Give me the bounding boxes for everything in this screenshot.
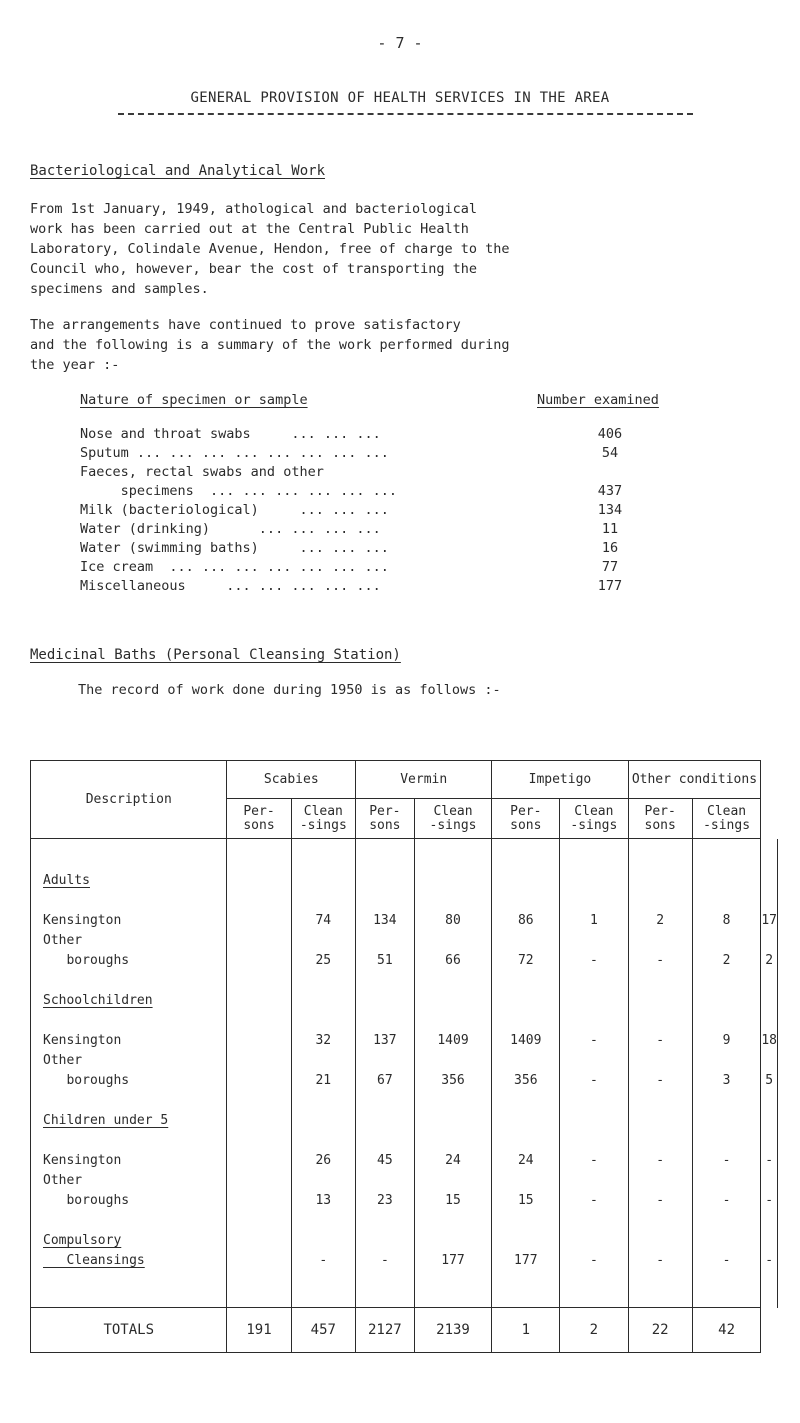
table-cell: 356 <box>514 1073 538 1088</box>
description-line <box>31 971 226 991</box>
table-cell <box>629 971 692 991</box>
value-column <box>414 839 492 1308</box>
table-cell <box>356 1271 414 1291</box>
table-cell <box>492 1231 559 1251</box>
table-cell <box>292 851 356 871</box>
table-cell: 72 <box>517 953 534 968</box>
specimen-label: Faeces, rectal swabs and other <box>80 464 324 480</box>
bacteriological-paragraph-1: From 1st January, 1949, athological and bacteriological work has been carried out at the Central Public Health Laboratory, Colindale Avenue, Hendon, free of charge to the Council who, however, bear the cost of transporting the specimens and samples. <box>30 201 510 297</box>
table-cell: 17 <box>761 912 777 928</box>
table-cell <box>356 851 414 871</box>
table-cell <box>629 931 692 951</box>
table-cell <box>492 1131 559 1151</box>
specimen-row <box>80 559 720 577</box>
table-cell <box>693 851 761 871</box>
table-cell <box>292 871 356 891</box>
description-line: boroughs <box>43 1193 130 1208</box>
table-cell <box>227 1231 290 1251</box>
table-cell <box>292 1051 356 1071</box>
table-cell: - <box>656 1073 665 1088</box>
specimen-label: Nose and throat swabs ... ... ... <box>80 426 381 442</box>
table-cell: - <box>722 1153 731 1168</box>
specimen-label: Sputum ... ... ... ... ... ... ... ... <box>80 445 389 461</box>
table-cell <box>560 991 627 1011</box>
specimen-row <box>80 464 720 482</box>
description-line: Children under 5 <box>43 1113 169 1128</box>
group-header-other-conditions: Other conditions <box>628 761 761 799</box>
table-cell <box>356 1091 414 1111</box>
specimen-label: specimens ... ... ... ... ... ... <box>80 483 397 499</box>
table-cell <box>356 1011 414 1031</box>
value-column <box>628 839 692 1308</box>
table-cell <box>227 851 290 871</box>
table-cell: 18 <box>761 1032 777 1048</box>
table-cell <box>356 891 414 911</box>
table-cell: - <box>656 1033 665 1048</box>
description-line <box>31 1091 226 1111</box>
table-cell <box>761 1211 777 1231</box>
specimen-count: 406 <box>597 426 623 442</box>
table-cell <box>693 1211 761 1231</box>
specimen-count: 177 <box>597 578 623 594</box>
table-cell <box>227 1031 290 1051</box>
table-cell: - <box>380 1253 389 1268</box>
value-column <box>227 839 291 1308</box>
bacteriological-heading: Bacteriological and Analytical Work <box>30 163 326 179</box>
table-cell: 32 <box>315 1033 332 1048</box>
table-cell: - <box>589 953 598 968</box>
subheader-cleansings: Clean -sings <box>291 799 356 839</box>
value-column <box>692 839 761 1308</box>
subheader-persons: Per- sons <box>492 799 560 839</box>
number-column-header: Number examined <box>537 392 659 408</box>
specimen-row <box>80 578 720 596</box>
description-line: boroughs <box>43 1073 130 1088</box>
table-cell <box>415 1051 492 1071</box>
table-cell: - <box>589 1193 598 1208</box>
table-cell: 2 <box>722 953 731 968</box>
table-cell: 1409 <box>437 1033 469 1048</box>
table-cell <box>629 1051 692 1071</box>
table-cell: 24 <box>517 1153 534 1168</box>
value-column <box>291 839 356 1308</box>
table-cell <box>227 1151 290 1171</box>
table-cell <box>761 851 777 871</box>
table-cell <box>292 1171 356 1191</box>
table-cell <box>629 1011 692 1031</box>
table-cell: - <box>656 1193 665 1208</box>
subheader-persons: Per- sons <box>356 799 415 839</box>
table-cell <box>693 871 761 891</box>
totals-cell: 1 <box>492 1308 560 1353</box>
table-cell <box>415 871 492 891</box>
value-column <box>761 839 778 1308</box>
table-cell <box>629 1171 692 1191</box>
value-column <box>560 839 628 1308</box>
description-line: Kensington <box>43 1153 122 1168</box>
table-cell <box>629 1231 692 1251</box>
totals-label: TOTALS <box>31 1308 227 1353</box>
table-cell <box>693 1111 761 1131</box>
table-cell <box>415 931 492 951</box>
table-cell: 21 <box>315 1073 332 1088</box>
table-cell <box>560 1271 627 1291</box>
specimen-row <box>80 521 720 539</box>
table-cell <box>693 971 761 991</box>
table-cell <box>761 871 777 891</box>
description-line <box>31 1011 226 1031</box>
table-cell <box>227 1251 290 1271</box>
table-cell <box>492 1051 559 1071</box>
table-cell <box>227 911 290 931</box>
specimen-row <box>80 445 720 463</box>
specimen-label: Ice cream ... ... ... ... ... ... ... <box>80 559 389 575</box>
table-cell <box>629 1211 692 1231</box>
table-cell <box>560 1051 627 1071</box>
description-line: Cleansings <box>43 1253 145 1268</box>
specimen-row <box>80 540 720 558</box>
table-cell <box>560 1171 627 1191</box>
table-cell: 137 <box>373 1033 397 1048</box>
medicinal-baths-intro: The record of work done during 1950 is as follows :- <box>78 682 501 698</box>
table-cell: 3 <box>722 1073 731 1088</box>
group-header-impetigo: Impetigo <box>492 761 628 799</box>
table-cell: 24 <box>445 1153 461 1168</box>
table-cell <box>492 1111 559 1131</box>
table-cell <box>761 1171 777 1191</box>
description-line: Schoolchildren <box>43 993 153 1008</box>
table-cell <box>227 1211 290 1231</box>
table-cell <box>629 1111 692 1131</box>
table-cell <box>560 1111 627 1131</box>
table-cell <box>629 1131 692 1151</box>
table-cell: - <box>722 1253 731 1268</box>
table-cell: 13 <box>315 1193 332 1208</box>
table-cell <box>761 931 777 951</box>
table-cell <box>492 851 559 871</box>
table-cell <box>227 1091 290 1111</box>
table-cell <box>492 1211 559 1231</box>
table-cell: 45 <box>377 1153 393 1168</box>
table-cell <box>227 1071 290 1091</box>
table-cell <box>227 871 290 891</box>
table-cell: 67 <box>377 1073 393 1088</box>
table-cell: 9 <box>722 1033 731 1048</box>
table-cell: 8 <box>722 913 731 928</box>
table-cell: - <box>589 1253 598 1268</box>
table-cell <box>560 931 627 951</box>
table-cell <box>415 1011 492 1031</box>
table-cell <box>292 1111 356 1131</box>
specimen-count: 134 <box>597 502 623 518</box>
table-cell: 1409 <box>510 1033 542 1048</box>
table-cell: - <box>765 1192 774 1208</box>
table-cell <box>560 1011 627 1031</box>
title-dashed-rule <box>118 113 693 115</box>
totals-cell: 42 <box>692 1308 761 1353</box>
table-cell <box>415 891 492 911</box>
table-cell <box>492 891 559 911</box>
description-line <box>31 1131 226 1151</box>
specimen-label: Milk (bacteriological) ... ... ... <box>80 502 389 518</box>
table-cell <box>693 1051 761 1071</box>
totals-cell: 457 <box>291 1308 356 1353</box>
table-cell: 15 <box>445 1193 461 1208</box>
table-cell <box>761 891 777 911</box>
description-line: Other <box>43 933 83 948</box>
table-cell <box>415 1131 492 1151</box>
table-cell <box>560 891 627 911</box>
table-cell <box>693 991 761 1011</box>
table-cell: 356 <box>441 1073 465 1088</box>
table-cell <box>761 1231 777 1251</box>
table-cell <box>227 1171 290 1191</box>
table-cell: 74 <box>315 913 332 928</box>
table-cell <box>761 991 777 1011</box>
description-line: Adults <box>43 873 90 888</box>
table-cell: 23 <box>377 1193 393 1208</box>
description-line: Kensington <box>43 1033 122 1048</box>
table-cell <box>356 991 414 1011</box>
table-cell <box>227 1111 290 1131</box>
table-cell <box>415 1171 492 1191</box>
table-cell <box>693 1011 761 1031</box>
group-header-scabies: Scabies <box>227 761 356 799</box>
table-cell <box>292 1091 356 1111</box>
table-cell <box>492 1011 559 1031</box>
table-cell <box>629 1091 692 1111</box>
description-column <box>31 839 227 1308</box>
table-cell <box>761 1271 777 1291</box>
table-cell <box>761 1091 777 1111</box>
table-cell: - <box>319 1253 328 1268</box>
specimen-count: 54 <box>601 445 619 461</box>
table-cell <box>560 1211 627 1231</box>
table-cell <box>761 1051 777 1071</box>
description-line: Kensington <box>43 913 122 928</box>
value-column <box>492 839 560 1308</box>
table-cell <box>227 971 290 991</box>
table-cell <box>629 891 692 911</box>
table-cell <box>693 1091 761 1111</box>
table-cell <box>227 991 290 1011</box>
description-line: Other <box>43 1173 83 1188</box>
specimen-row <box>80 483 720 501</box>
table-cell <box>492 931 559 951</box>
table-cell <box>292 991 356 1011</box>
table-cell: 5 <box>765 1072 774 1088</box>
table-cell: 177 <box>441 1253 465 1268</box>
table-cell <box>629 871 692 891</box>
table-cell <box>492 871 559 891</box>
table-cell: 1 <box>589 913 598 928</box>
table-cell <box>292 1231 356 1251</box>
table-cell: 15 <box>517 1193 534 1208</box>
table-cell: - <box>589 1073 598 1088</box>
table-cell <box>492 1271 559 1291</box>
table-cell: 2 <box>765 952 774 968</box>
table-cell <box>492 971 559 991</box>
table-cell <box>356 1211 414 1231</box>
table-cell <box>693 1271 761 1291</box>
table-cell <box>227 891 290 911</box>
table-cell <box>761 1011 777 1031</box>
page-number: - 7 - <box>377 34 423 52</box>
page-title: GENERAL PROVISION OF HEALTH SERVICES IN THE AREA <box>190 90 610 106</box>
table-cell <box>227 1051 290 1071</box>
table-cell <box>415 1211 492 1231</box>
description-line: Compulsory <box>43 1233 122 1248</box>
table-cell <box>492 1091 559 1111</box>
table-cell: 25 <box>315 953 332 968</box>
bacteriological-paragraph-2: The arrangements have continued to prove satisfactory and the following is a summary of the work performed during the year :- <box>30 317 510 373</box>
table-cell <box>415 971 492 991</box>
table-cell: 177 <box>514 1253 538 1268</box>
table-cell <box>560 851 627 871</box>
description-line <box>31 1271 226 1291</box>
table-cell <box>356 971 414 991</box>
totals-cell: 191 <box>227 1308 291 1353</box>
specimen-label: Water (swimming baths) ... ... ... <box>80 540 389 556</box>
table-cell <box>560 971 627 991</box>
table-cell <box>693 1131 761 1151</box>
table-cell: 80 <box>445 913 461 928</box>
table-cell <box>693 931 761 951</box>
table-cell: - <box>589 1033 598 1048</box>
table-cell <box>415 1111 492 1131</box>
table-cell <box>356 931 414 951</box>
table-cell <box>356 1231 414 1251</box>
medicinal-baths-heading: Medicinal Baths (Personal Cleansing Station) <box>30 647 401 663</box>
subheader-cleansings: Clean -sings <box>560 799 628 839</box>
specimen-label: Miscellaneous ... ... ... ... ... <box>80 578 381 594</box>
table-cell <box>227 1191 290 1211</box>
table-cell: - <box>656 1253 665 1268</box>
table-cell <box>560 1231 627 1251</box>
table-cell: - <box>765 1152 774 1168</box>
table-cell <box>415 851 492 871</box>
table-cell <box>292 891 356 911</box>
table-cell <box>415 991 492 1011</box>
table-cell <box>292 1131 356 1151</box>
specimen-count: 77 <box>601 559 619 575</box>
description-line <box>31 851 226 871</box>
table-cell <box>560 1091 627 1111</box>
table-cell <box>415 1231 492 1251</box>
table-cell: - <box>656 953 665 968</box>
table-cell: - <box>722 1193 731 1208</box>
table-cell <box>629 851 692 871</box>
totals-cell: 2139 <box>414 1308 492 1353</box>
description-line: boroughs <box>43 953 130 968</box>
specimen-label: Water (drinking) ... ... ... ... <box>80 521 381 537</box>
table-cell <box>356 1051 414 1071</box>
table-cell <box>292 971 356 991</box>
table-cell <box>227 1271 290 1291</box>
totals-cell: 2 <box>560 1308 628 1353</box>
table-cell <box>629 991 692 1011</box>
table-cell: 51 <box>377 953 393 968</box>
table-cell <box>761 971 777 991</box>
table-cell <box>292 1271 356 1291</box>
subheader-persons: Per- sons <box>227 799 291 839</box>
table-cell <box>492 1171 559 1191</box>
table-cell <box>693 1231 761 1251</box>
table-cell <box>292 1011 356 1031</box>
table-cell <box>227 1131 290 1151</box>
table-cell: 2 <box>656 913 665 928</box>
table-cell: 86 <box>517 913 534 928</box>
description-line <box>31 891 226 911</box>
table-cell <box>492 991 559 1011</box>
specimen-count: 437 <box>597 483 623 499</box>
table-cell <box>693 891 761 911</box>
description-header: Description <box>31 761 227 839</box>
table-cell: 66 <box>445 953 461 968</box>
table-cell: 26 <box>315 1153 332 1168</box>
specimen-count: 11 <box>601 521 619 537</box>
table-cell <box>292 1211 356 1231</box>
value-column <box>356 839 415 1308</box>
totals-cell: 22 <box>628 1308 692 1353</box>
table-cell: - <box>765 1252 774 1268</box>
cleansing-record-table <box>30 760 778 1353</box>
table-cell <box>227 1011 290 1031</box>
specimen-row <box>80 502 720 520</box>
table-cell: - <box>656 1153 665 1168</box>
table-cell <box>356 1131 414 1151</box>
table-cell <box>761 1111 777 1131</box>
specimen-row <box>80 426 720 444</box>
table-cell <box>356 1111 414 1131</box>
table-cell <box>560 1131 627 1151</box>
table-cell <box>415 1271 492 1291</box>
totals-cell: 2127 <box>356 1308 415 1353</box>
table-cell <box>292 931 356 951</box>
table-cell: 134 <box>373 913 397 928</box>
subheader-cleansings: Clean -sings <box>692 799 761 839</box>
specimen-count: 16 <box>601 540 619 556</box>
table-cell <box>761 1131 777 1151</box>
table-cell <box>560 871 627 891</box>
table-cell <box>629 1271 692 1291</box>
table-cell: - <box>589 1153 598 1168</box>
subheader-cleansings: Clean -sings <box>414 799 492 839</box>
description-line: Other <box>43 1053 83 1068</box>
table-cell <box>415 1091 492 1111</box>
description-line <box>31 1211 226 1231</box>
table-cell <box>356 871 414 891</box>
table-cell <box>227 951 290 971</box>
group-header-vermin: Vermin <box>356 761 492 799</box>
nature-column-header: Nature of specimen or sample <box>80 392 308 408</box>
table-cell <box>693 1171 761 1191</box>
table-cell <box>356 1171 414 1191</box>
table-cell <box>227 931 290 951</box>
subheader-persons: Per- sons <box>628 799 692 839</box>
